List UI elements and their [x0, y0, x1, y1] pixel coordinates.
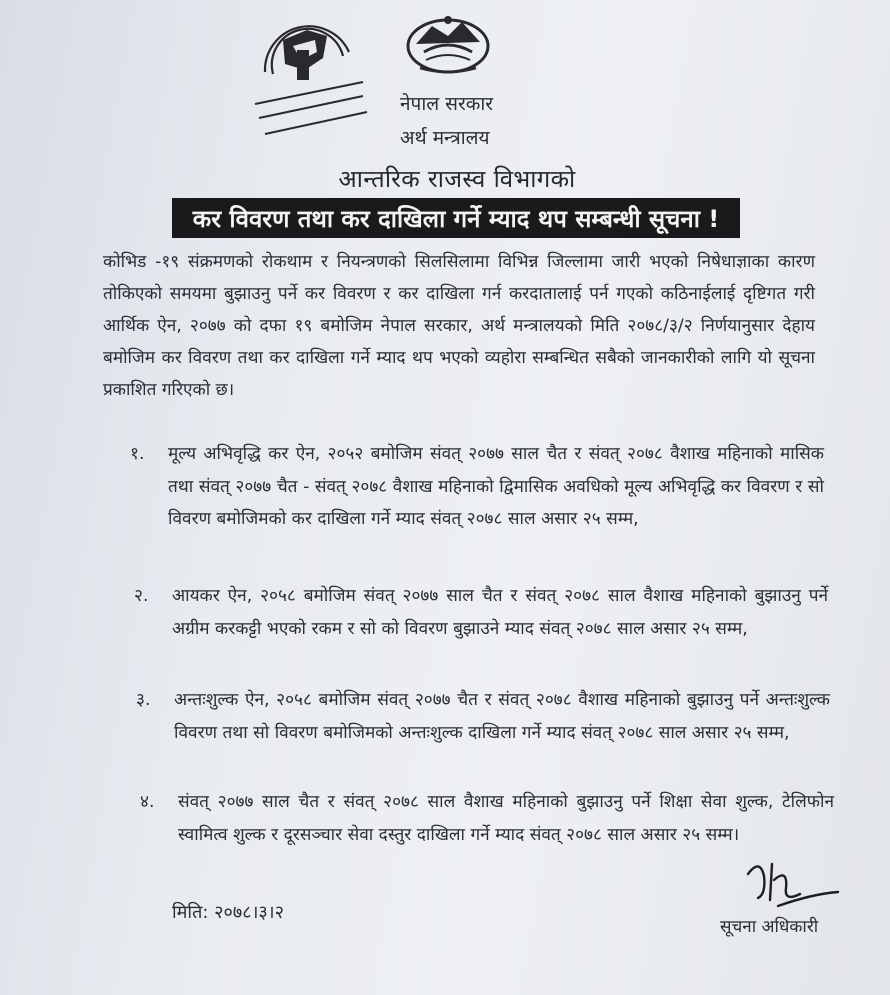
item-number: ४. [140, 792, 155, 812]
information-officer-label: सूचना अधिकारी [720, 917, 819, 937]
item-text: संवत् २०७७ साल चैत र संवत् २०७८ साल वैशाख महिनाको बुझाउनु पर्ने शिक्षा सेवा शुल्क, टेलिफोन स्वामित्व शुल्क र दूरसञ्चार सेवा दस्तुर दाखिला गर्ने म्याद संवत् २०७८ साल असार २५ सम्म। [178, 792, 834, 845]
intro-paragraph: कोभिड -१९ संक्रमणको रोकथाम र नियन्त्रणको सिलसिलामा विभिन्न जिल्लामा जारी भएको निषेधाज्ञाका कारण तोकिएको समयमा बुझाउनु पर्ने कर विवरण र कर दाखिला गर्न करदातालाई पर्न गएको कठिनाईलाई दृष्टिगत गरी आर्थिक ऐन, २०७७ को दफा १९ बमोजिम नेपाल सरकार, अर्थ मन्त्रालयको मिति २०७८/३/२ निर्णयानुसार देहाय बमोजिम कर विवरण तथा कर दाखिला गर्ने म्याद थप भएको व्यहोरा सम्बन्धित सबैको जानकारीको लागि यो सूचना प्रकाशित गरिएको छ। [103, 252, 815, 400]
nepal-emblem-icon [402, 12, 494, 76]
list-item [130, 438, 830, 578]
department-heading: आन्तरिक राजस्व विभागको [338, 165, 576, 193]
notice-title-banner: कर विवरण तथा कर दाखिला गर्ने म्याद थप सम्बन्धी सूचना ! [172, 198, 740, 238]
item-text: मूल्य अभिवृद्धि कर ऐन, २०५२ बमोजिम संवत् २०७७ साल चैत र संवत् २०७८ वैशाख महिनाको मासिक तथा संवत् २०७७ चैत - संवत् २०७८ वैशाख महिनाको द्विमासिक अवधिको मूल्य अभिवृद्धि कर विवरण र सो विवरण बमोजिमको कर दाखिला गर्ने म्याद संवत् २०७८ साल असार २५ सम्म, [168, 444, 824, 529]
item-number: २. [134, 586, 149, 606]
government-name: नेपाल सरकार [400, 93, 494, 115]
list-item [136, 684, 836, 788]
stamp-emblem-icon [245, 12, 375, 140]
list-item [140, 786, 840, 890]
item-number: ३. [136, 690, 151, 710]
item-text: आयकर ऐन, २०५८ बमोजिम संवत् २०७७ साल चैत र संवत् २०७८ साल वैशाख महिनाको बुझाउनु पर्ने अग्रीम करकट्टी भएको रकम र सो को विवरण बुझाउने म्याद संवत् २०७८ साल असार २५ सम्म, [172, 586, 828, 639]
list-item [134, 580, 834, 684]
signature-icon [742, 854, 842, 914]
item-text: अन्तःशुल्क ऐन, २०५८ बमोजिम संवत् २०७७ चैत र संवत् २०७८ वैशाख महिनाको बुझाउनु पर्ने अन्तःशुल्क विवरण तथा सो विवरण बमोजिमको अन्तःशुल्क दाखिला गर्ने म्याद संवत् २०७८ साल असार २५ सम्म, [174, 690, 830, 743]
ministry-name: अर्थ मन्त्रालय [400, 127, 490, 149]
item-number: १. [130, 444, 145, 464]
notice-date: मिति: २०७८।३।२ [172, 902, 284, 923]
